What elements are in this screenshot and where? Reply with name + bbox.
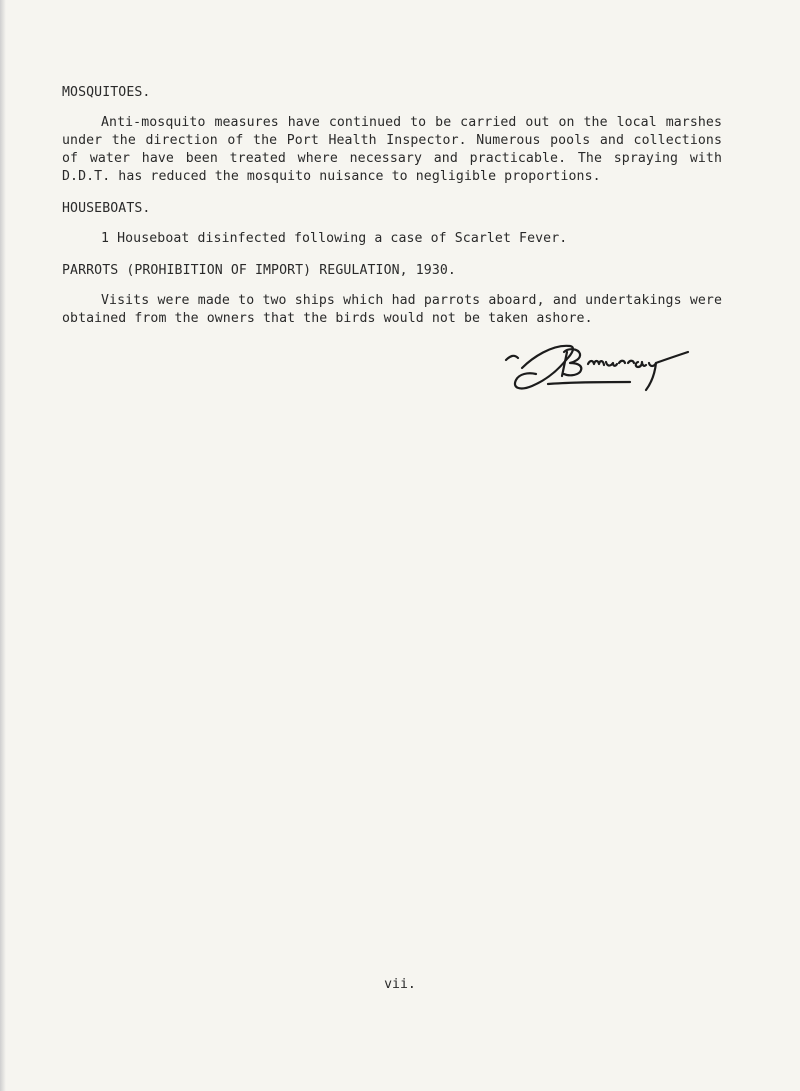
section-heading-parrots: PARROTS (PROHIBITION OF IMPORT) REGULATION, 1930.: [62, 263, 456, 278]
section-text-houseboats: 1 Houseboat disinfected following a case of Scarlet Fever.: [101, 231, 568, 246]
section-mosquitoes: [62, 84, 722, 186]
section-text-parrots: Visits were made to two ships which had parrots aboard, and undertakings were obtained from the owners that the birds would not be taken ashore.: [62, 293, 722, 326]
section-text-mosquitoes: Anti-mosquito measures have continued to be carried out on the local marshes under the direction of the Port Health Inspector. Numerous pools and collections of water have been treated where necessary and practicable. The spraying with D.D.T. has reduced the mosquito nuisance to negligible proportions.: [62, 115, 722, 184]
section-houseboats: [62, 200, 722, 248]
section-heading-houseboats: HOUSEBOATS.: [62, 201, 151, 216]
handwritten-signature: [492, 338, 712, 398]
section-heading-mosquitoes: MOSQUITOES.: [62, 85, 151, 100]
document-body: [62, 84, 722, 328]
section-parrots: [62, 262, 722, 328]
page-edge-shadow: [0, 0, 6, 1091]
page-number: vii.: [384, 977, 416, 992]
